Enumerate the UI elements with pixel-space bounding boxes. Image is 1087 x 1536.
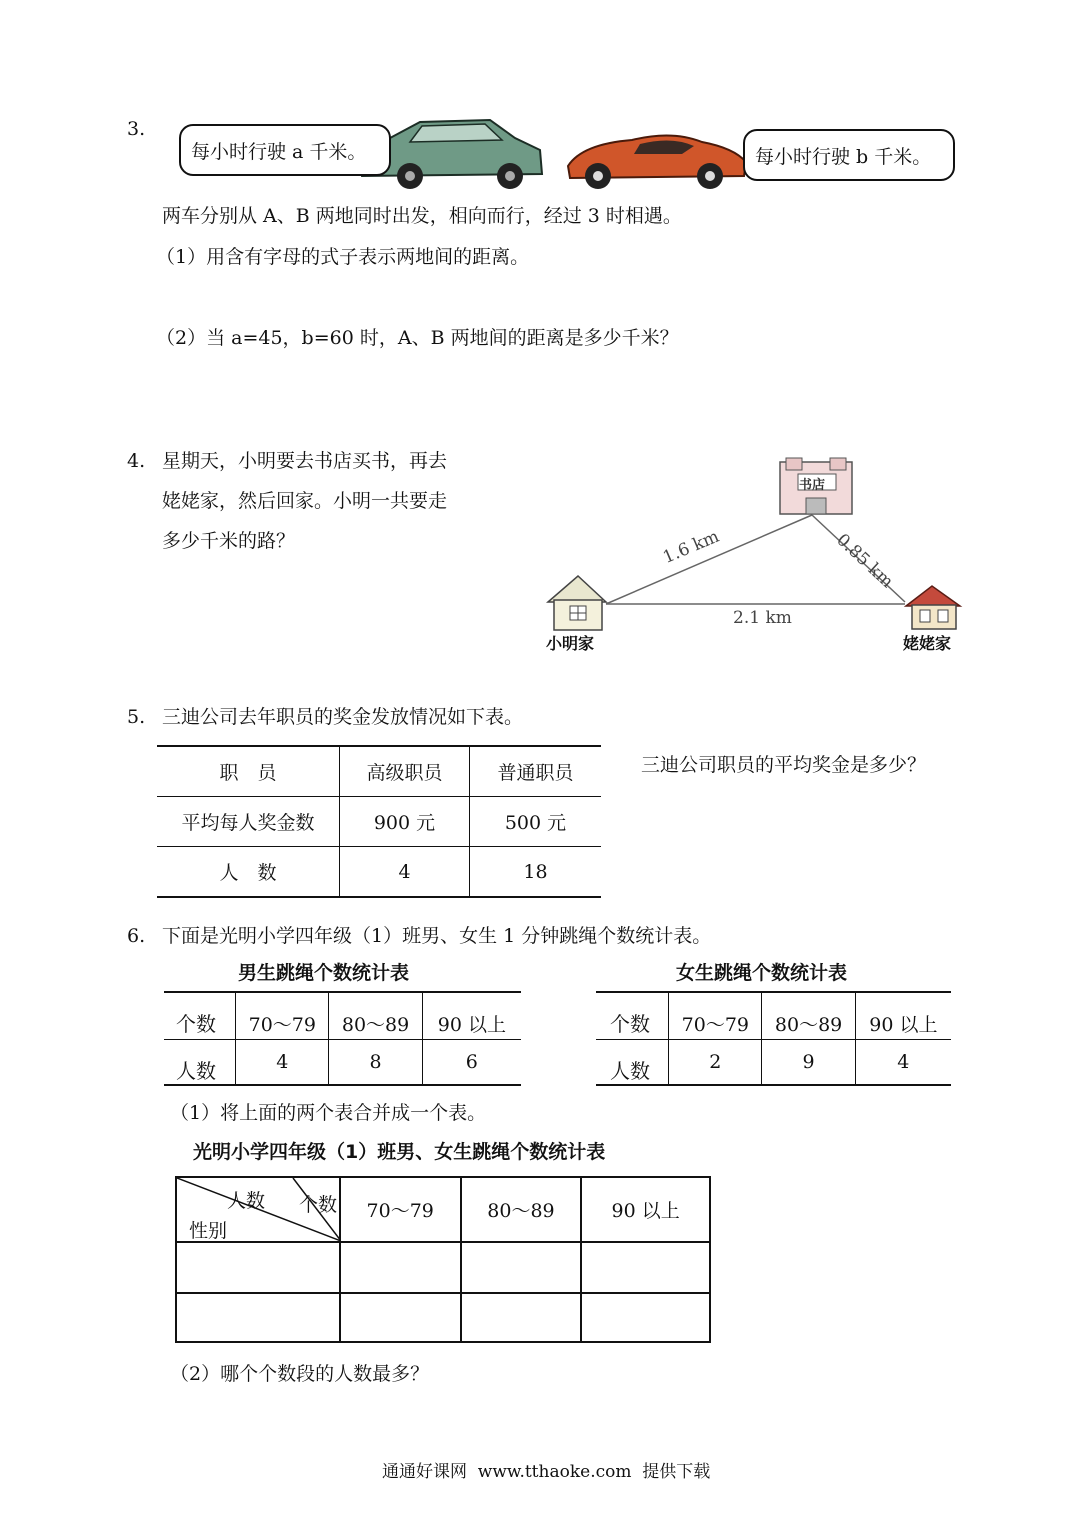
table-cell[interactable] — [340, 1293, 461, 1342]
corner-bottom-label: 人数 — [610, 1059, 650, 1083]
table-header-cell: 高级职员 — [340, 746, 470, 797]
orange-car-illustration — [562, 128, 752, 192]
speech-bubble-right — [743, 129, 955, 181]
table-cell[interactable] — [176, 1293, 340, 1342]
corner-cell — [164, 992, 236, 1040]
table-cell[interactable] — [340, 1242, 461, 1293]
table-cell: 500 元 — [470, 797, 602, 847]
corner-top-label: 个数 — [176, 1012, 216, 1036]
q3-part1: （1）用含有字母的式子表示两地间的距离。 — [156, 246, 530, 268]
route-map — [540, 450, 970, 660]
boys-jumprope-table — [164, 991, 521, 1086]
table-header-cell: 普通职员 — [470, 746, 602, 797]
table-header-cell: 70～79 — [236, 992, 329, 1040]
table-cell: 人 数 — [157, 847, 340, 898]
question-number-3: 3. — [127, 118, 146, 140]
table-header-cell: 职 员 — [157, 746, 340, 797]
distance-home-grandma: 2.1 km — [733, 608, 792, 628]
table-cell: 4 — [340, 847, 470, 898]
table-cell[interactable] — [176, 1242, 340, 1293]
bookstore-label: 书店 — [799, 478, 826, 493]
merged-table-title: 光明小学四年级（1）班男、女生跳绳个数统计表 — [193, 1141, 606, 1163]
q3-statement: 两车分别从 A、B 两地同时出发，相向而行，经过 3 时相遇。 — [162, 205, 682, 227]
page-footer: 通通好课网 www.tthaoke.com 提供下载 — [382, 1462, 711, 1482]
corner-label-range: 个数 — [299, 1194, 338, 1216]
girls-jumprope-table — [596, 991, 951, 1086]
table-row — [164, 1040, 521, 1086]
home-house-icon — [548, 576, 606, 630]
q3-part2: （2）当 a=45，b=60 时，A、B 两地间的距离是多少千米？ — [156, 327, 679, 349]
table-header-cell: 80～89 — [762, 992, 855, 1040]
q6-part2: （2）哪个个数段的人数最多？ — [170, 1363, 430, 1385]
table-header-cell: 90 以上 — [422, 992, 521, 1040]
question-number-4: 4. — [127, 450, 146, 472]
table-cell[interactable] — [581, 1293, 710, 1342]
diagonal-corner-cell — [176, 1177, 340, 1242]
corner-bottom-label: 人数 — [176, 1059, 216, 1083]
bubble-left-text: 每小时行驶 a 千米。 — [191, 140, 367, 163]
table-row — [176, 1293, 710, 1342]
table-row — [176, 1242, 710, 1293]
table-cell: 4 — [855, 1040, 951, 1086]
question-number-5: 5. — [127, 706, 146, 728]
table-row — [596, 992, 951, 1040]
table-cell: 8 — [329, 1040, 422, 1086]
table-cell[interactable] — [461, 1293, 582, 1342]
table-cell: 平均每人奖金数 — [157, 797, 340, 847]
merged-jumprope-table — [175, 1176, 711, 1343]
table-cell: 900 元 — [340, 797, 470, 847]
q6-statement: 下面是光明小学四年级（1）班男、女生 1 分钟跳绳个数统计表。 — [162, 925, 712, 947]
grandma-label: 姥姥家 — [903, 634, 952, 653]
table-row — [157, 797, 601, 847]
table-cell[interactable] — [581, 1242, 710, 1293]
q5-question: 三迪公司职员的平均奖金是多少？ — [641, 754, 927, 776]
table-cell: 2 — [669, 1040, 762, 1086]
table-header-cell: 70～79 — [340, 1177, 461, 1242]
q4-line-2: 姥姥家，然后回家。小明一共要走 — [162, 490, 448, 512]
corner-cell — [164, 1040, 236, 1086]
girls-table-title: 女生跳绳个数统计表 — [676, 962, 848, 984]
q5-statement: 三迪公司去年职员的奖金发放情况如下表。 — [162, 706, 524, 728]
corner-cell — [596, 1040, 669, 1086]
table-row — [157, 746, 601, 797]
table-header-cell: 80～89 — [461, 1177, 582, 1242]
bubble-right-text: 每小时行驶 b 千米。 — [755, 145, 932, 168]
question-number-6: 6. — [127, 925, 146, 947]
corner-label-count: 人数 — [227, 1190, 266, 1212]
table-header-cell: 70～79 — [669, 992, 762, 1040]
q4-line-3: 多少千米的路？ — [162, 530, 296, 552]
q4-line-1: 星期天，小明要去书店买书，再去 — [162, 450, 448, 472]
table-row — [176, 1177, 710, 1242]
table-cell[interactable] — [461, 1242, 582, 1293]
table-row — [164, 992, 521, 1040]
table-header-cell: 90 以上 — [855, 992, 951, 1040]
corner-cell — [596, 992, 669, 1040]
table-cell: 18 — [470, 847, 602, 898]
home-label: 小明家 — [546, 634, 595, 653]
distance-store-grandma: 0.85 km — [832, 530, 897, 593]
table-cell: 6 — [422, 1040, 521, 1086]
table-header-cell: 90 以上 — [581, 1177, 710, 1242]
table-row — [596, 1040, 951, 1086]
table-header-cell: 80～89 — [329, 992, 422, 1040]
corner-label-gender: 性别 — [189, 1220, 228, 1242]
speech-bubble-left — [179, 124, 391, 176]
grandma-house-icon — [906, 586, 960, 629]
corner-top-label: 个数 — [610, 1012, 650, 1036]
boys-table-title: 男生跳绳个数统计表 — [238, 962, 410, 984]
distance-home-store: 1.6 km — [660, 526, 723, 568]
q6-part1: （1）将上面的两个表合并成一个表。 — [170, 1102, 487, 1124]
table-cell: 4 — [236, 1040, 329, 1086]
table-cell: 9 — [762, 1040, 855, 1086]
table-row — [157, 847, 601, 898]
bonus-table — [157, 745, 601, 898]
